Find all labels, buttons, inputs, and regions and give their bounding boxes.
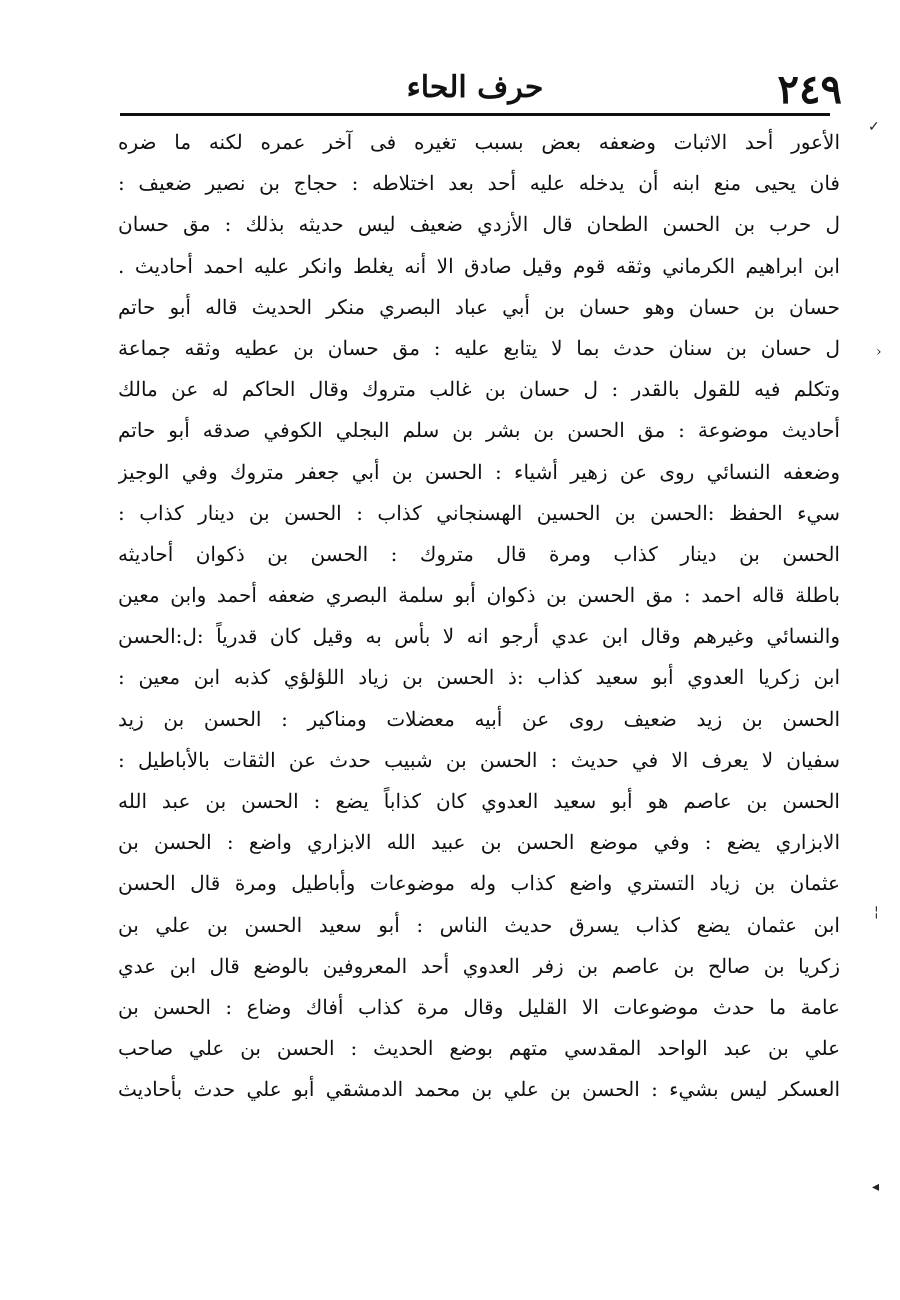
header-divider bbox=[120, 113, 830, 116]
text-line: ابن زكريا العدوي أبو سعيد كذاب :ذ الحسن بن زياد اللؤلؤي كذبه ابن معين : bbox=[118, 665, 840, 690]
text-line: والنسائي وغيرهم وقال ابن عدي أرجو انه لا بأس به وقيل كان قدرياً :ل:الحسن bbox=[118, 624, 840, 649]
text-line: الأعور أحد الاثبات وضعفه بعض بسبب تغيره فى آخر عمره لكنه ما ضره bbox=[118, 130, 840, 154]
text-line: ابن عثمان يضع كذاب يسرق حديث الناس : أبو سعيد الحسن بن علي بن bbox=[118, 912, 840, 937]
text-line: وضعفه النسائي روى عن زهير أشياء : الحسن بن أبي جعفر متروك وفي الوجيز bbox=[118, 459, 840, 484]
body-text bbox=[118, 122, 840, 1111]
text-line: ابن ابراهيم الكرماني وثقه قوم وقيل صادق الا أنه يغلط وانكر عليه احمد أحاديث . bbox=[118, 253, 840, 278]
text-line: أحاديث موضوعة : مق الحسن بن بشر بن سلم البجلي الكوفي صدقه أبو حاتم bbox=[118, 418, 840, 443]
text-line: حسان بن حسان وهو حسان بن أبي عباد البصري منكر الحديث قاله أبو حاتم bbox=[118, 294, 840, 319]
text-line: فان يحيى منع ابنه أن يدخله عليه أحد بعد اختلاطه : حجاج بن نصير ضعيف : bbox=[118, 171, 840, 196]
text-line: علي بن عبد الواحد المقدسي متهم بوضع الحديث : الحسن بن علي صاحب bbox=[118, 1036, 840, 1061]
running-title: حرف الحاء bbox=[406, 70, 544, 105]
page-header bbox=[120, 62, 842, 113]
margin-mark: ◂ bbox=[872, 1179, 880, 1195]
text-line: الحسن بن عاصم هو أبو سعيد العدوي كان كذاباً يضع : الحسن بن عبد الله bbox=[118, 789, 840, 813]
text-line: باطلة قاله احمد : مق الحسن بن ذكوان أبو سلمة البصري ضعفه أحمد وابن معين bbox=[118, 583, 840, 608]
text-line: العسكر ليس بشيء : الحسن بن علي بن محمد الدمشقي أبو علي حدث بأحاديث bbox=[118, 1077, 840, 1102]
text-line: الابزاري يضع : وفي موضع الحسن بن عبيد الله الابزاري واضع : الحسن بن bbox=[118, 830, 840, 855]
text-line: سيء الحفظ :الحسن بن الحسين الهسنجاني كذاب : الحسن بن دينار كذاب : bbox=[118, 500, 840, 525]
text-line: عثمان بن زياد التستري واضع كذاب وله موضوعات وأباطيل ومرة قال الحسن bbox=[118, 871, 840, 896]
margin-mark: ¦ bbox=[874, 904, 879, 920]
text-line: عامة ما حدث موضوعات الا القليل وقال مرة كذاب أفاك وضاع : الحسن بن bbox=[118, 994, 840, 1019]
text-line: الحسن بن دينار كذاب ومرة قال متروك : الحسن بن ذكوان أحاديثه bbox=[118, 541, 840, 566]
margin-mark: ✓ bbox=[868, 119, 880, 135]
text-line: ل حسان بن سنان حدث بما لا يتابع عليه : مق حسان بن عطيه وثقه جماعة bbox=[118, 335, 840, 360]
margin-mark: › bbox=[876, 344, 882, 360]
text-line: ل حرب بن الحسن الطحان قال الأزدي ضعيف ليس حديثه بذلك : مق حسان bbox=[118, 212, 840, 237]
text-line: الحسن بن زيد ضعيف روى عن أبيه معضلات ومناكير : الحسن بن زيد bbox=[118, 706, 840, 731]
text-line: وتكلم فيه للقول بالقدر : ل حسان بن غالب متروك وقال الحاكم له عن مالك bbox=[118, 377, 840, 402]
text-line: سفيان لا يعرف الا في حديث : الحسن بن شبيب حدث عن الثقات بالأباطيل : bbox=[118, 747, 840, 772]
text-line: زكريا بن صالح بن عاصم بن زفر العدوي أحد المعروفين بالوضع قال ابن عدي bbox=[118, 953, 840, 978]
page-number: ٢٤٩ bbox=[777, 66, 842, 113]
